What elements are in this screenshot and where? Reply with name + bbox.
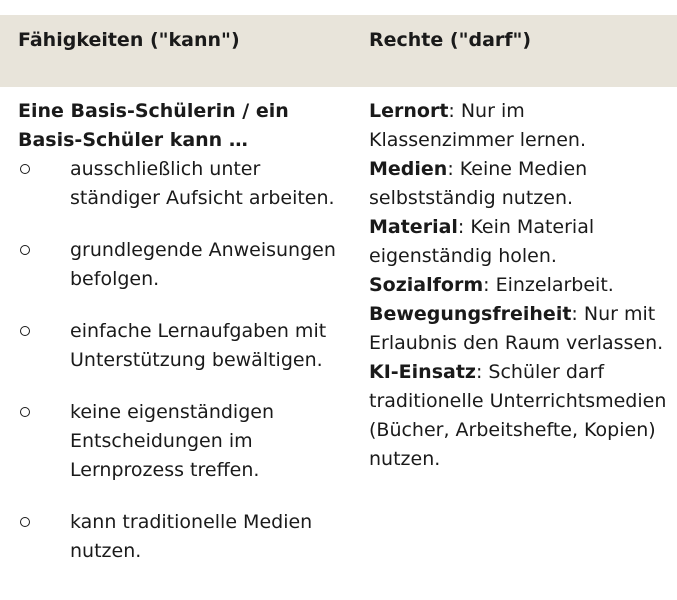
list-item xyxy=(18,236,348,294)
circle-bullet-icon xyxy=(20,517,30,527)
intro-text: Eine Basis-Schülerin / ein Basis-Schüler kann … xyxy=(18,100,289,151)
recht-term: Bewegungsfreiheit xyxy=(369,303,572,325)
list-item-text: keine eigenständigen Entscheidungen im Lernprozess treffen. xyxy=(70,401,274,481)
recht-item-lernort xyxy=(369,97,674,155)
circle-bullet-icon xyxy=(20,407,30,417)
recht-term: KI-Einsatz xyxy=(369,361,476,383)
recht-text: : Einzelarbeit. xyxy=(483,274,614,296)
list-item xyxy=(18,508,348,566)
recht-item-bewegungsfreiheit xyxy=(369,300,674,358)
recht-term: Material xyxy=(369,216,458,238)
recht-text: : Kein Material eigenständig holen. xyxy=(369,216,595,267)
list-item xyxy=(18,317,348,375)
recht-item-ki-einsatz xyxy=(369,358,674,474)
recht-item-sozialform xyxy=(369,271,674,300)
list-item xyxy=(18,155,348,213)
recht-item-material xyxy=(369,213,674,271)
faehigkeiten-column xyxy=(18,97,348,589)
list-item-text: kann traditionelle Medien nutzen. xyxy=(70,511,313,562)
list-item xyxy=(18,398,348,485)
header-rechte: Rechte ("darf") xyxy=(369,29,532,51)
list-item-text: grundlegende Anweisungen befolgen. xyxy=(70,239,336,290)
rechte-column xyxy=(369,97,674,474)
circle-bullet-icon xyxy=(20,326,30,336)
recht-text: : Keine Medien selbstständig nutzen. xyxy=(369,158,588,209)
list-item-text: einfache Lernaufgaben mit Unterstützung bewältigen. xyxy=(70,320,327,371)
recht-term: Sozialform xyxy=(369,274,484,296)
recht-text: : Nur mit Erlaubnis den Raum verlassen. xyxy=(369,303,664,354)
table-header xyxy=(0,15,677,87)
recht-text: : Schüler darf traditionelle Unterrichtsmedien (Bücher, Arbeitshefte, Kopien) nutzen. xyxy=(369,361,667,470)
recht-term: Lernort xyxy=(369,100,449,122)
recht-term: Medien xyxy=(369,158,448,180)
circle-bullet-icon xyxy=(20,245,30,255)
recht-text: : Nur im Klassenzimmer lernen. xyxy=(369,100,586,151)
list-item-text: ausschließlich unter ständiger Aufsicht arbeiten. xyxy=(70,158,335,209)
header-faehigkeiten: Fähigkeiten ("kann") xyxy=(18,29,240,51)
circle-bullet-icon xyxy=(20,164,30,174)
faehigkeiten-list xyxy=(18,155,348,566)
recht-item-medien xyxy=(369,155,674,213)
